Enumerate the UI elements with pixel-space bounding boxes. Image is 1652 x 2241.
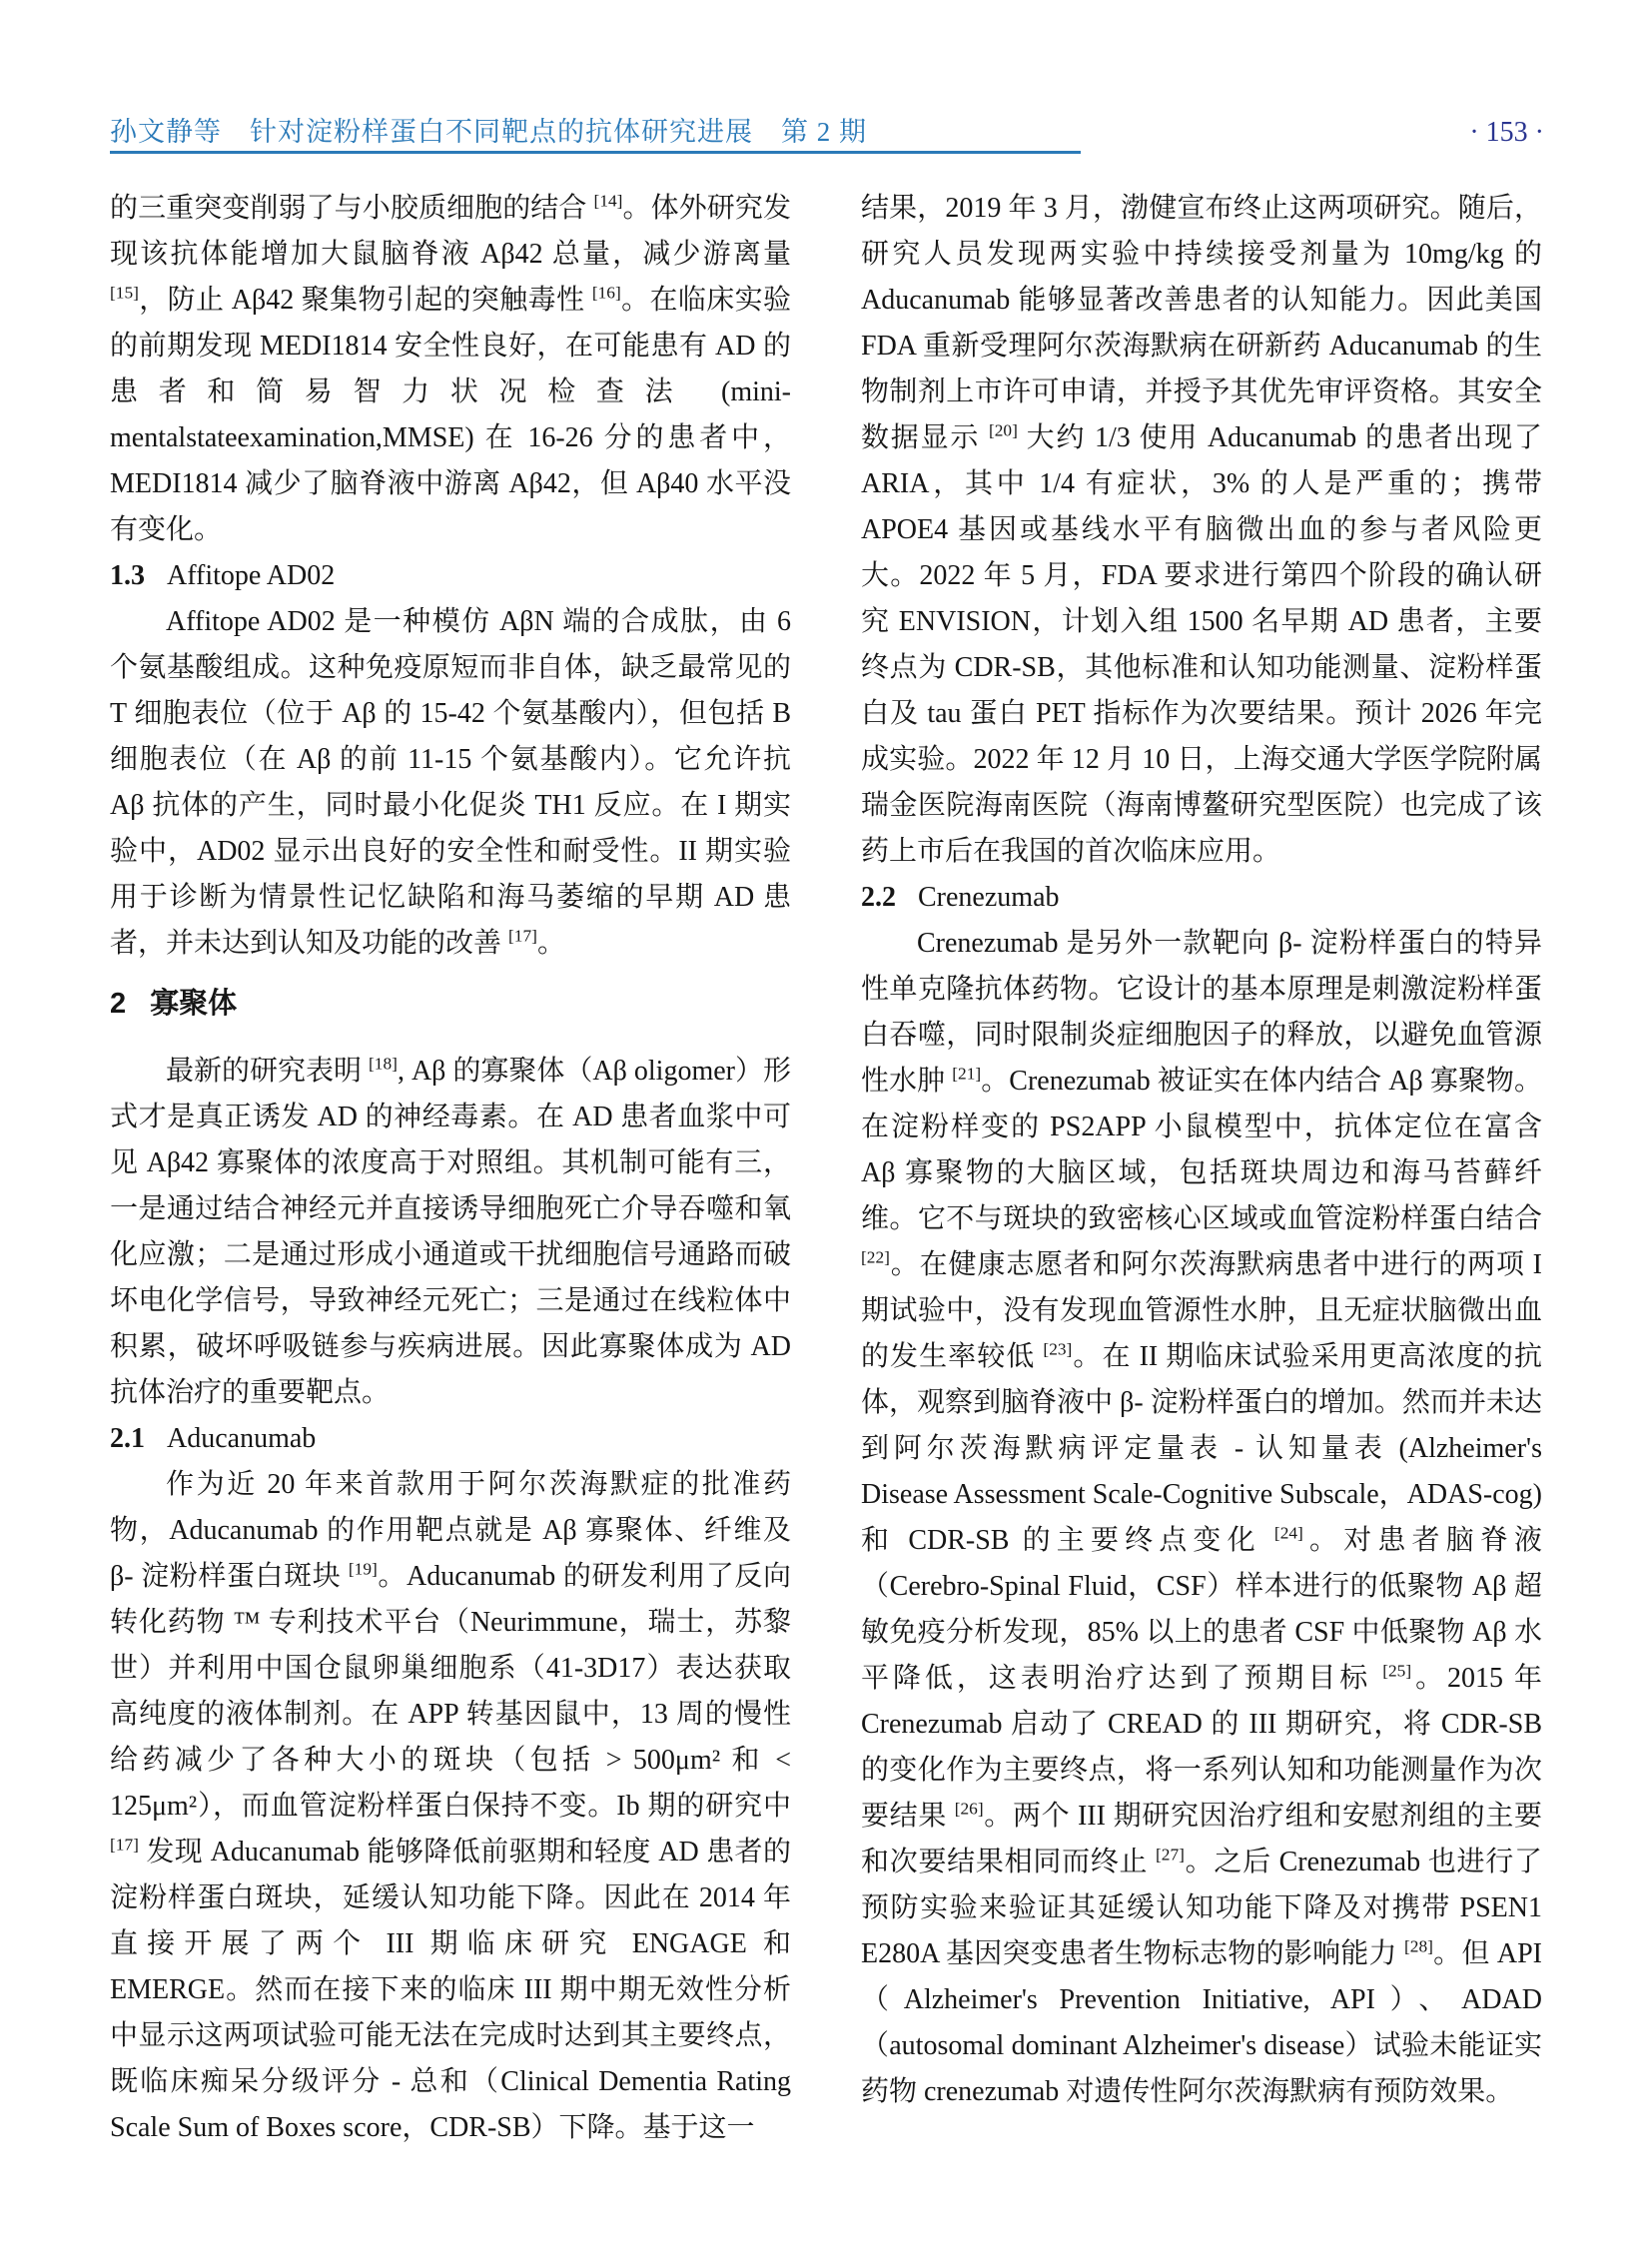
citation-ref: [17] <box>110 1835 139 1855</box>
paragraph: 的三重突变削弱了与小胶质细胞的结合 [14]。体外研究发现该抗体能增加大鼠脑脊液 Aβ42 总量，减少游离量 [15]，防止 Aβ42 聚集物引起的突触毒性 [16]。在临床实验的前期发现 MEDI1814 安全性良好，在可能患有 AD 的患者和简易智力状况检查法 (mini-mentalstateexamination,MMSE) 在 16-26 分的患者中，MEDI1814 减少了脑脊液中游离 Aβ42，但 Aβ40 水平没有变化。 <box>110 191 791 545</box>
citation-ref: [26] <box>954 1799 984 1819</box>
citation-ref: [19] <box>348 1559 378 1579</box>
subheading <box>861 875 1542 921</box>
page-number: · 153 · <box>1469 117 1544 148</box>
heading-number: 2.1 <box>110 1423 145 1454</box>
citation-ref: [27] <box>1156 1845 1185 1865</box>
citation-ref: [15] <box>110 283 139 303</box>
citation-ref: [16] <box>591 283 621 303</box>
citation-ref: [23] <box>1043 1339 1073 1359</box>
heading-title: Affitope AD02 <box>167 560 336 591</box>
column-right <box>861 186 1542 2151</box>
subheading <box>110 553 791 599</box>
subheading <box>110 1416 791 1462</box>
heading-number: 2 <box>110 988 127 1020</box>
citation-ref: [24] <box>1273 1523 1303 1543</box>
heading-title: Aducanumab <box>167 1423 317 1454</box>
citation-ref: [20] <box>988 420 1018 440</box>
heading-number: 2.2 <box>861 882 896 913</box>
citation-ref: [22] <box>861 1247 890 1267</box>
paragraph: 作为近 20 年来首款用于阿尔茨海默症的批准药物，Aducanumab 的作用靶点就是 Aβ 寡聚体、纤维及 β- 淀粉样蛋白斑块 [19]。Aducanumab 的研发利用了反向转化药物 ™ 专利技术平台（Neurimmune，瑞士，苏黎世）并利用中国仓鼠卵巢细胞系（41-3D17）表达获取高纯度的液体制剂。在 APP 转基因鼠中，13 周的慢性给药减少了各种大小的斑块（包括 > 500μm² 和 < 125μm²），而血管淀粉样蛋白保持不变。Ib 期的研究中 [17] 发现 Aducanumab 能够降低前驱期和轻度 AD 患者的淀粉样蛋白斑块，延缓认知功能下降。因此在 2014 年直接开展了两个 III 期临床研究 ENGAGE 和 EMERGE。然而在接下来的临床 III 期中期无效性分析中显示这两项试验可能无法在完成时达到其主要终点，既临床痴呆分级评分 - 总和（Clinical Dementia Rating Scale Sum of Boxes score，CDR-SB）下降。基于这一 <box>110 1469 791 2143</box>
paragraph: 结果，2019 年 3 月，渤健宣布终止这两项研究。随后，研究人员发现两实验中持续接受剂量为 10mg/kg 的 Aducanumab 能够显著改善患者的认知能力。因此美国 FDA 重新受理阿尔茨海默病在研新药 Aducanumab 的生物制剂上市许可申请，并授予其优先审评资格。其安全数据显示 [20] 大约 1/3 使用 Aducanumab 的患者出现了 ARIA，其中 1/4 有症状，3% 的人是严重的；携带 APOE4 基因或基线水平有脑微出血的参与者风险更大。2022 年 5 月，FDA 要求进行第四个阶段的确认研究 ENVISION，计划入组 1500 名早期 AD 患者，主要终点为 CDR-SB，其他标准和认知功能测量、淀粉样蛋白及 tau 蛋白 PET 指标作为次要结果。预计 2026 年完成实验。2022 年 12 月 10 日，上海交通大学医学院附属瑞金医院海南医院（海南博鳌研究型医院）也完成了该药上市后在我国的首次临床应用。 <box>861 193 1542 867</box>
citation-ref: [17] <box>508 926 537 946</box>
heading-title: Crenezumab <box>918 882 1060 913</box>
section-heading <box>110 981 791 1027</box>
citation-ref: [25] <box>1382 1661 1412 1681</box>
header-rule <box>110 151 1081 154</box>
citation-ref: [14] <box>593 191 623 211</box>
paragraph: Crenezumab 是另外一款靶向 β- 淀粉样蛋白的特异性单克隆抗体药物。它设计的基本原理是刺激淀粉样蛋白吞噬，同时限制炎症细胞因子的释放，以避免血管源性水肿 [21]。Crenezumab 被证实在体内结合 Aβ 寡聚物。在淀粉样变的 PS2APP 小鼠模型中，抗体定位在富含 Aβ 寡聚物的大脑区域，包括斑块周边和海马苔藓纤维。它不与斑块的致密核心区域或血管淀粉样蛋白结合 [22]。在健康志愿者和阿尔茨海默病患者中进行的两项 I 期试验中，没有发现血管源性水肿，且无症状脑微出血的发生率较低 [23]。在 II 期临床试验采用更高浓度的抗体，观察到脑脊液中 β- 淀粉样蛋白的增加。然而并未达到阿尔茨海默病评定量表 - 认知量表 (Alzheimer's Disease Assessment Scale-Cognitive Subscale，ADAS-cog) 和 CDR-SB 的主要终点变化 [24]。对患者脑脊液（Cerebro-Spinal Fluid，CSF）样本进行的低聚物 Aβ 超敏免疫分析发现，85% 以上的患者 CSF 中低聚物 Aβ 水平降低，这表明治疗达到了预期目标 [25]。2015 年 Crenezumab 启动了 CREAD 的 III 期研究，将 CDR-SB 的变化作为主要终点，将一系列认知和功能测量作为次要结果 [26]。两个 III 期研究因治疗组和安慰剂组的主要和次要结果相同而终止 [27]。之后 Crenezumab 也进行了预防实验来验证其延缓认知功能下降及对携带 PSEN1 E280A 基因突变患者生物标志物的影响能力 [28]。但 API （Alzheimer's Prevention Initiative, API）、ADAD（autosomal dominant Alzheimer's disease）试验未能证实药物 crenezumab 对遗传性阿尔茨海默病有预防效果。 <box>861 928 1542 2107</box>
citation-ref: [28] <box>1404 1936 1433 1956</box>
paragraph: Affitope AD02 是一种模仿 AβN 端的合成肽，由 6 个氨基酸组成。这种免疫原短而非自体，缺乏最常见的 T 细胞表位（位于 Aβ 的 15-42 个氨基酸内），但包括 B 细胞表位（在 Aβ 的前 11-15 个氨基酸内）。它允许抗 Aβ 抗体的产生，同时最小化促炎 TH1 反应。在 I 期实验中，AD02 显示出良好的安全性和耐受性。II 期实验用于诊断为情景性记忆缺陷和海马萎缩的早期 AD 患者，并未达到认知及功能的改善 [17]。 <box>110 606 791 959</box>
citation-ref: [18] <box>369 1054 398 1074</box>
article-body <box>110 186 1542 2151</box>
heading-number: 1.3 <box>110 560 145 591</box>
running-title: 孙文静等 针对淀粉样蛋白不同靶点的抗体研究进展 第 2 期 <box>110 117 867 147</box>
column-left <box>110 186 791 2151</box>
heading-title: 寡聚体 <box>150 988 238 1020</box>
page-header <box>110 110 1544 149</box>
paragraph: 最新的研究表明 [18], Aβ 的寡聚体（Aβ oligomer）形式才是真正诱发 AD 的神经毒素。在 AD 患者血浆中可见 Aβ42 寡聚体的浓度高于对照组。其机制可能有三，一是通过结合神经元并直接诱导细胞死亡介导吞噬和氧化应激；二是通过形成小通道或干扰细胞信号通路而破坏电化学信号，导致神经元死亡；三是通过在线粒体中积累，破坏呼吸链参与疾病进展。因此寡聚体成为 AD 抗体治疗的重要靶点。 <box>110 1054 791 1408</box>
citation-ref: [21] <box>952 1064 982 1084</box>
